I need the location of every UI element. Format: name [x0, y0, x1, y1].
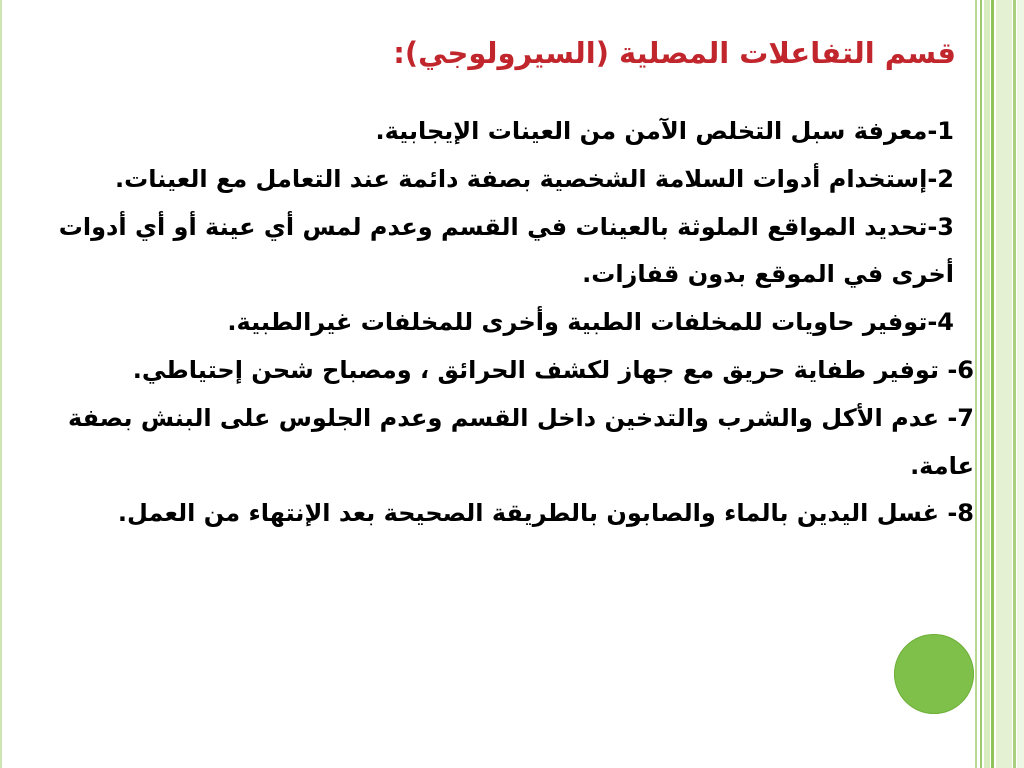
decorative-border-stripe [1013, 0, 1016, 768]
slide-title: قسم التفاعلات المصلية (السيرولوجي): [393, 36, 956, 70]
decorative-border-stripe [975, 0, 977, 768]
decorative-circle [894, 634, 974, 714]
decorative-border-stripe [984, 0, 990, 768]
list-item: 7- عدم الأكل والشرب والتدخين داخل القسم وعدم الجلوس على البنش بصفة عامة. [67, 403, 974, 480]
list-item: 4-توفير حاويات للمخلفات الطبية وأخرى للمخلفات غيرالطبية. [227, 308, 954, 337]
decorative-border-stripe [991, 0, 994, 768]
list-item: 3-تحديد المواقع الملوثة بالعينات في القسم وعدم لمس أي عينة أو أي أدوات أخرى في الموقع بدون قفازات. [58, 212, 954, 289]
decorative-border-stripe [1017, 0, 1024, 768]
list-item: 8- غسل اليدين بالماء والصابون بالطريقة الصحيحة بعد الإنتهاء من العمل. [117, 499, 974, 528]
decorative-border-stripe [980, 0, 982, 768]
list-item: 6- توفير طفاية حريق مع جهاز لكشف الحرائق ، ومصباح شحن إحتياطي. [132, 355, 974, 384]
list-item: 2-إستخدام أدوات السلامة الشخصية بصفة دائمة عند التعامل مع العينات. [114, 164, 954, 193]
left-border-line [0, 0, 2, 768]
decorative-border-stripe [996, 0, 1012, 768]
list-item: 1-معرفة سبل التخلص الآمن من العينات الإيجابية. [375, 117, 954, 145]
slide-body [56, 108, 974, 538]
